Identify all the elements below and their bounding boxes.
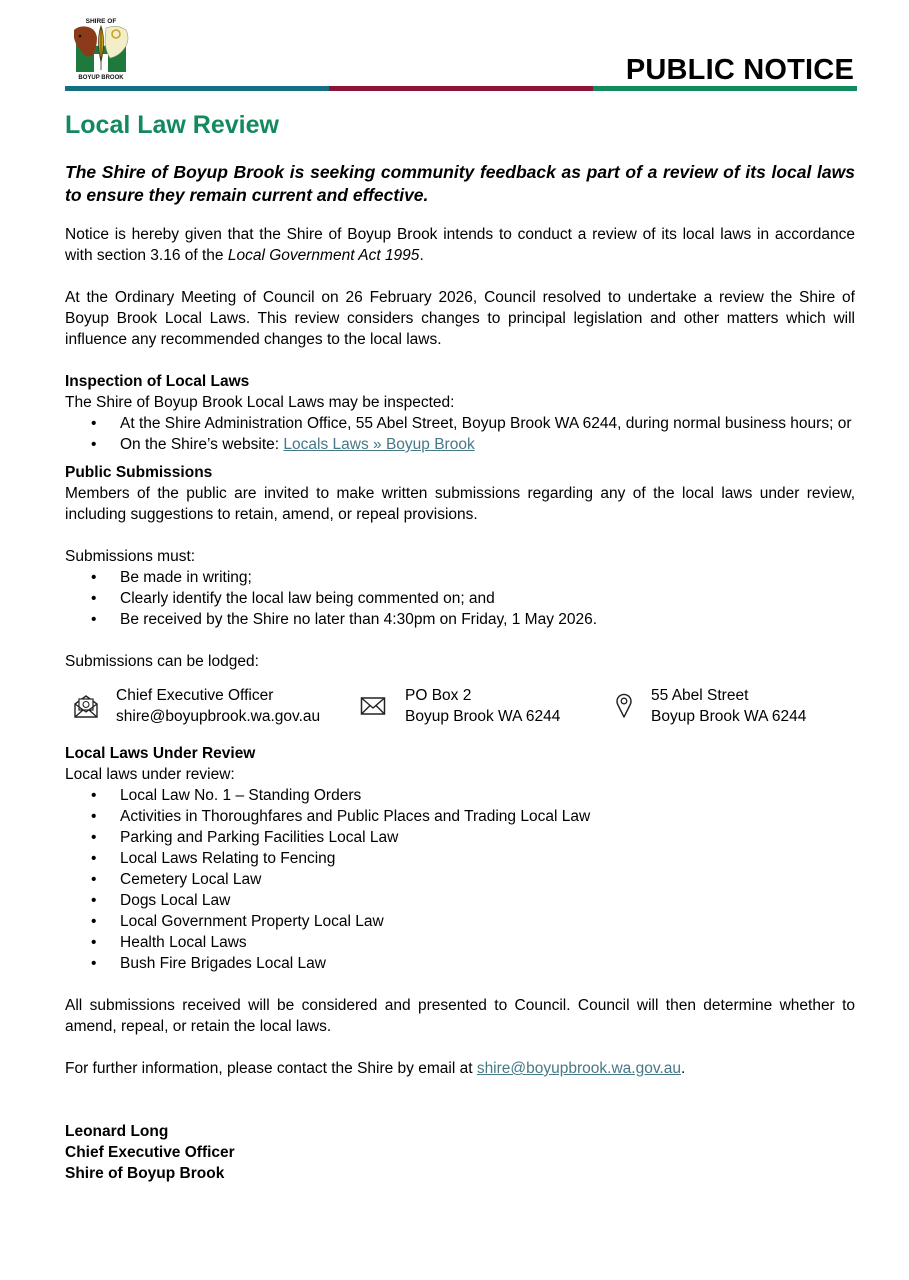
closing-paragraph: All submissions received will be considered and presented to Council. Council will then determine whether to amend, repeal, or retain the local laws. <box>65 997 855 1035</box>
list-item: • Local Government Property Local Law <box>65 911 855 932</box>
under-review-intro: Local laws under review: <box>65 766 235 783</box>
email-open-icon <box>73 693 99 719</box>
list-item: • Clearly identify the local law being commented on; and <box>65 588 855 609</box>
under-review-section <box>65 743 855 974</box>
rule-segment-green <box>593 86 857 91</box>
contact-post <box>360 685 607 729</box>
contact-email-line2[interactable]: shire@boyupbrook.wa.gov.au <box>116 708 321 725</box>
signatory-title: Chief Executive Officer <box>65 1144 235 1161</box>
contact-email-line1: Chief Executive Officer <box>116 687 274 704</box>
list-item: • Bush Fire Brigades Local Law <box>65 953 855 974</box>
list-item: • Cemetery Local Law <box>65 869 855 890</box>
further-info-text: For further information, please contact the Shire by email at <box>65 1060 477 1077</box>
header-color-rule <box>65 86 857 91</box>
inspection-heading: Inspection of Local Laws <box>65 373 250 390</box>
contact-methods <box>65 685 855 729</box>
inspection-list <box>65 413 855 455</box>
list-item: • Local Law No. 1 – Standing Orders <box>65 785 855 806</box>
website-label: On the Shire’s website: <box>120 436 284 453</box>
list-item: • Be made in writing; <box>65 567 855 588</box>
contact-email <box>65 685 360 729</box>
email-link[interactable]: shire@boyupbrook.wa.gov.au <box>476 1060 681 1077</box>
lead-statement: The Shire of Boyup Brook is seeking community feedback as part of a review of its local laws to ensure they remain current and effective. <box>65 162 855 205</box>
svg-text:SHIRE OF: SHIRE OF <box>85 18 117 25</box>
intro-end: . <box>419 247 424 264</box>
page-title: Local Law Review <box>65 111 279 139</box>
shire-crest-icon <box>70 16 132 80</box>
contact-post-line2: Boyup Brook WA 6244 <box>405 708 561 725</box>
intro-text: Notice is hereby given that the Shire of Boyup Brook intends to conduct a review of its local laws in accordance with section 3.16 of the <box>65 226 855 264</box>
submissions-heading: Public Submissions <box>65 464 213 481</box>
list-item: • Be received by the Shire no later than 4:30pm on Friday, 1 May 2026. <box>65 609 855 630</box>
act-name: Local Government Act 1995 <box>227 247 420 264</box>
contact-email-lines <box>116 685 320 727</box>
rule-segment-teal <box>65 86 329 91</box>
list-item: • Dogs Local Law <box>65 890 855 911</box>
svg-text:BOYUP BROOK: BOYUP BROOK <box>78 75 124 80</box>
submissions-lodged-label: Submissions can be lodged: <box>65 653 259 670</box>
list-item: • At the Shire Administration Office, 55 Abel Street, Boyup Brook WA 6244, during normal business hours; or <box>65 413 855 434</box>
contact-address-line1: 55 Abel Street <box>651 687 749 704</box>
signatory-name: Leonard Long <box>65 1123 169 1140</box>
further-info-end: . <box>680 1060 686 1077</box>
submission-requirements-list <box>65 567 855 630</box>
notice-title: PUBLIC NOTICE <box>625 54 854 86</box>
list-item: • Parking and Parking Facilities Local Law <box>65 827 855 848</box>
notice-body <box>65 108 855 1184</box>
location-pin-icon <box>615 693 633 719</box>
list-item: • Health Local Laws <box>65 932 855 953</box>
signature-block <box>65 1121 855 1184</box>
intro-paragraph-1 <box>65 224 855 266</box>
contact-post-line1: PO Box 2 <box>405 687 472 704</box>
list-item: • Activities in Thoroughfares and Public Places and Trading Local Law <box>65 806 855 827</box>
local-laws-link[interactable]: Locals Laws » Boyup Brook <box>283 436 475 453</box>
submissions-section <box>65 462 855 672</box>
shire-logo <box>70 16 132 80</box>
submissions-intro: Members of the public are invited to make written submissions regarding any of the local laws under review, including suggestions to retain, amend, or repeal provisions. <box>65 485 855 523</box>
list-item: • Local Laws Relating to Fencing <box>65 848 855 869</box>
intro-paragraph-2: At the Ordinary Meeting of Council on 26 February 2026, Council resolved to undertake a review the Shire of Boyup Brook Local Laws. This review considers changes to principal legislation and other matters which will influence any recommended changes to the local laws. <box>65 289 855 348</box>
under-review-heading: Local Laws Under Review <box>65 745 256 762</box>
envelope-icon <box>360 693 386 719</box>
local-laws-list <box>65 785 855 974</box>
signatory-organisation: Shire of Boyup Brook <box>65 1165 225 1182</box>
inspection-intro: The Shire of Boyup Brook Local Laws may be inspected: <box>65 394 455 411</box>
contact-address <box>607 685 806 729</box>
inspection-section <box>65 371 855 455</box>
list-item <box>65 434 855 455</box>
contact-post-lines <box>405 685 560 727</box>
further-info-paragraph <box>65 1058 855 1079</box>
contact-address-lines <box>651 685 806 727</box>
contact-address-line2: Boyup Brook WA 6244 <box>651 708 807 725</box>
submissions-must-label: Submissions must: <box>65 548 196 565</box>
rule-segment-maroon <box>329 86 593 91</box>
